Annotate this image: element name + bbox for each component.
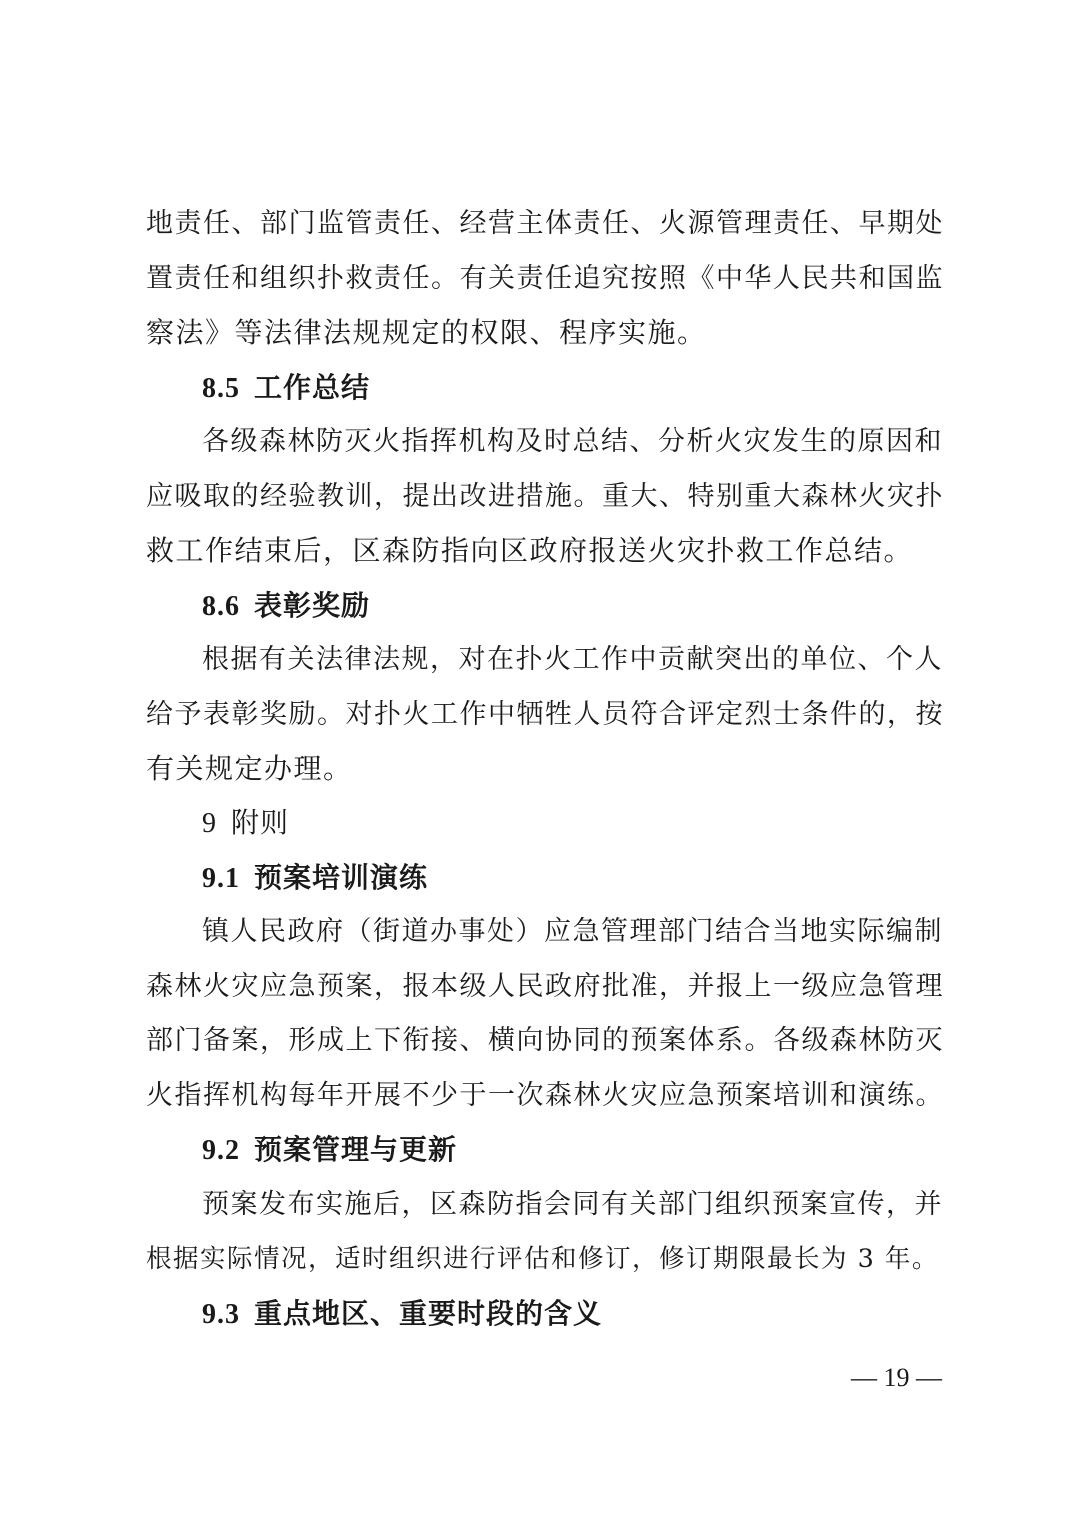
section-number: 9.2 bbox=[202, 1135, 240, 1166]
section-title: 预案管理与更新 bbox=[254, 1133, 458, 1166]
paragraph-line: 各级森林防灭火指挥机构及时总结、分析火灾发生的原因和 bbox=[202, 426, 943, 457]
paragraph-line: 根据有关法律法规，对在扑火工作中贡献突出的单位、个人 bbox=[202, 644, 943, 675]
section-number: 9 bbox=[202, 808, 217, 839]
paragraph-line: 救工作结束后，区森防指向区政府报送火灾扑救工作总结。 bbox=[146, 534, 914, 567]
section-heading-8-5 bbox=[202, 368, 946, 408]
page-number: — 19 — bbox=[851, 1363, 942, 1392]
section-number: 9.1 bbox=[202, 863, 240, 894]
section-title: 预案培训演练 bbox=[254, 861, 429, 894]
section-heading-9-1 bbox=[202, 858, 946, 898]
section-title: 工作总结 bbox=[254, 371, 371, 404]
paragraph-line: 应吸取的经验教训，提出改进措施。重大、特别重大森林火灾扑 bbox=[146, 481, 944, 512]
section-heading-9-3 bbox=[202, 1294, 946, 1334]
paragraph-line: 部门备案，形成上下衔接、横向协同的预案体系。各级森林防灭 bbox=[146, 1025, 944, 1056]
paragraph-line: 给予表彰奖励。对扑火工作中牺牲人员符合评定烈士条件的，按 bbox=[146, 699, 944, 730]
chapter-heading-9 bbox=[202, 803, 946, 843]
paragraph-line: 森林火灾应急预案，报本级人民政府批准，并报上一级应急管理 bbox=[146, 971, 944, 1002]
paragraph-line: 根据实际情况，适时组织进行评估和修订，修订期限最长为 3 年。 bbox=[146, 1244, 939, 1274]
section-title: 表彰奖励 bbox=[254, 589, 371, 622]
paragraph-line: 镇人民政府（街道办事处）应急管理部门结合当地实际编制 bbox=[202, 916, 943, 947]
paragraph-line: 有关规定办理。 bbox=[146, 752, 353, 785]
section-number: 8.6 bbox=[202, 591, 240, 622]
section-number: 9.3 bbox=[202, 1299, 240, 1330]
paragraph-line: 置责任和组织扑救责任。有关责任追究按照《中华人民共和国监 bbox=[146, 263, 944, 294]
section-title: 重点地区、重要时段的含义 bbox=[254, 1297, 603, 1330]
section-heading-9-2 bbox=[202, 1130, 946, 1170]
paragraph-line: 察法》等法律法规规定的权限、程序实施。 bbox=[146, 316, 707, 349]
paragraph-line: 火指挥机构每年开展不少于一次森林火灾应急预案培训和演练。 bbox=[146, 1080, 944, 1111]
section-heading-8-6 bbox=[202, 586, 946, 626]
section-number: 8.5 bbox=[202, 373, 240, 404]
section-title: 附则 bbox=[231, 806, 290, 839]
paragraph-line: 预案发布实施后，区森防指会同有关部门组织预案宣传，并 bbox=[202, 1189, 943, 1220]
paragraph-line: 地责任、部门监管责任、经营主体责任、火源管理责任、早期处 bbox=[146, 208, 944, 239]
